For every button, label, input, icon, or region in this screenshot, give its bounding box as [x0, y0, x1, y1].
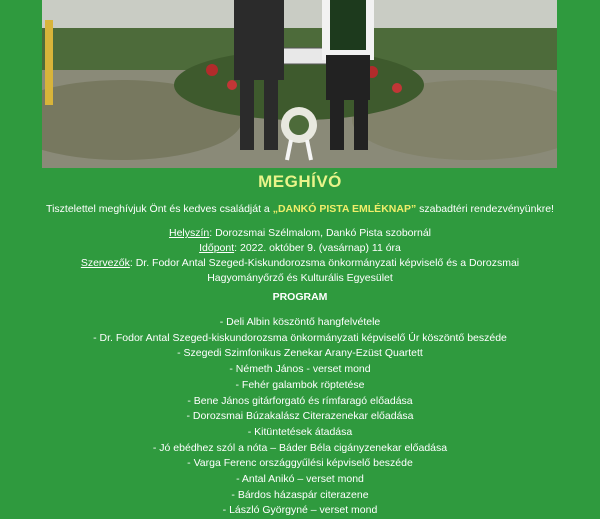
time-line	[0, 241, 600, 256]
program-list	[0, 315, 600, 519]
invitation-intro	[0, 203, 600, 215]
program-item: - Fehér galambok röptetése	[235, 378, 365, 391]
event-info	[0, 226, 600, 286]
organizers-value: : Dr. Fodor Antal Szeged-Kiskundorozsma önkormányzati képviselő és a Dorozsmai	[129, 257, 520, 269]
event-name: „DANKÓ PISTA EMLÉKNAP”	[272, 203, 417, 215]
program-item: - Jó ebédhez szól a nóta – Báder Béla cigányzenekar előadása	[152, 441, 448, 454]
time-label: Időpont	[199, 242, 235, 254]
location-value: : Dorozsmai Szélmalom, Dankó Pista szobornál	[209, 227, 432, 239]
program-item: - Szegedi Szimfonikus Zenekar Arany-Ezüst Quartett	[177, 347, 423, 360]
organizers-line	[0, 256, 600, 271]
program-item: - Bárdos házaspár citerazene	[231, 488, 369, 501]
organizers-label: Szervezők	[80, 257, 130, 269]
statue-ceremony-photo	[42, 0, 557, 168]
program-item: - Dorozsmai Búzakalász Citerazenekar előadása	[186, 410, 414, 423]
intro-text-before: Tisztelettel meghívjuk Önt és kedves családját a	[46, 203, 273, 215]
location-line	[0, 226, 600, 241]
program-item: - Németh János - verset mond	[229, 363, 371, 376]
organizers-line-2: Hagyományőrző és Kulturális Egyesület	[207, 272, 393, 284]
time-value: : 2022. október 9. (vasárnap) 11 óra	[234, 242, 401, 254]
program-item: - Varga Ferenc országgyűlési képviselő beszéde	[187, 457, 413, 470]
program-item: - László Györgyné – verset mond	[222, 504, 378, 517]
program-heading: PROGRAM	[272, 291, 328, 303]
location-label: Helyszín	[168, 227, 210, 239]
program-item: - Deli Albin köszöntő hangfelvétele	[219, 316, 381, 328]
header-photo	[42, 0, 557, 168]
program-item: - Kitüntetések átadása	[247, 425, 353, 438]
invitation-title: MEGHÍVÓ	[258, 172, 342, 191]
program-item: - Antal Anikó – verset mond	[236, 473, 364, 486]
program-item: - Bene János gitárforgató és rímfaragó előadása	[187, 394, 413, 407]
intro-text-after: szabadtéri rendezvényünkre!	[416, 203, 554, 215]
program-item: - Dr. Fodor Antal Szeged-kiskundorozsma önkormányzati képviselő Úr köszöntő beszéde	[93, 331, 507, 344]
